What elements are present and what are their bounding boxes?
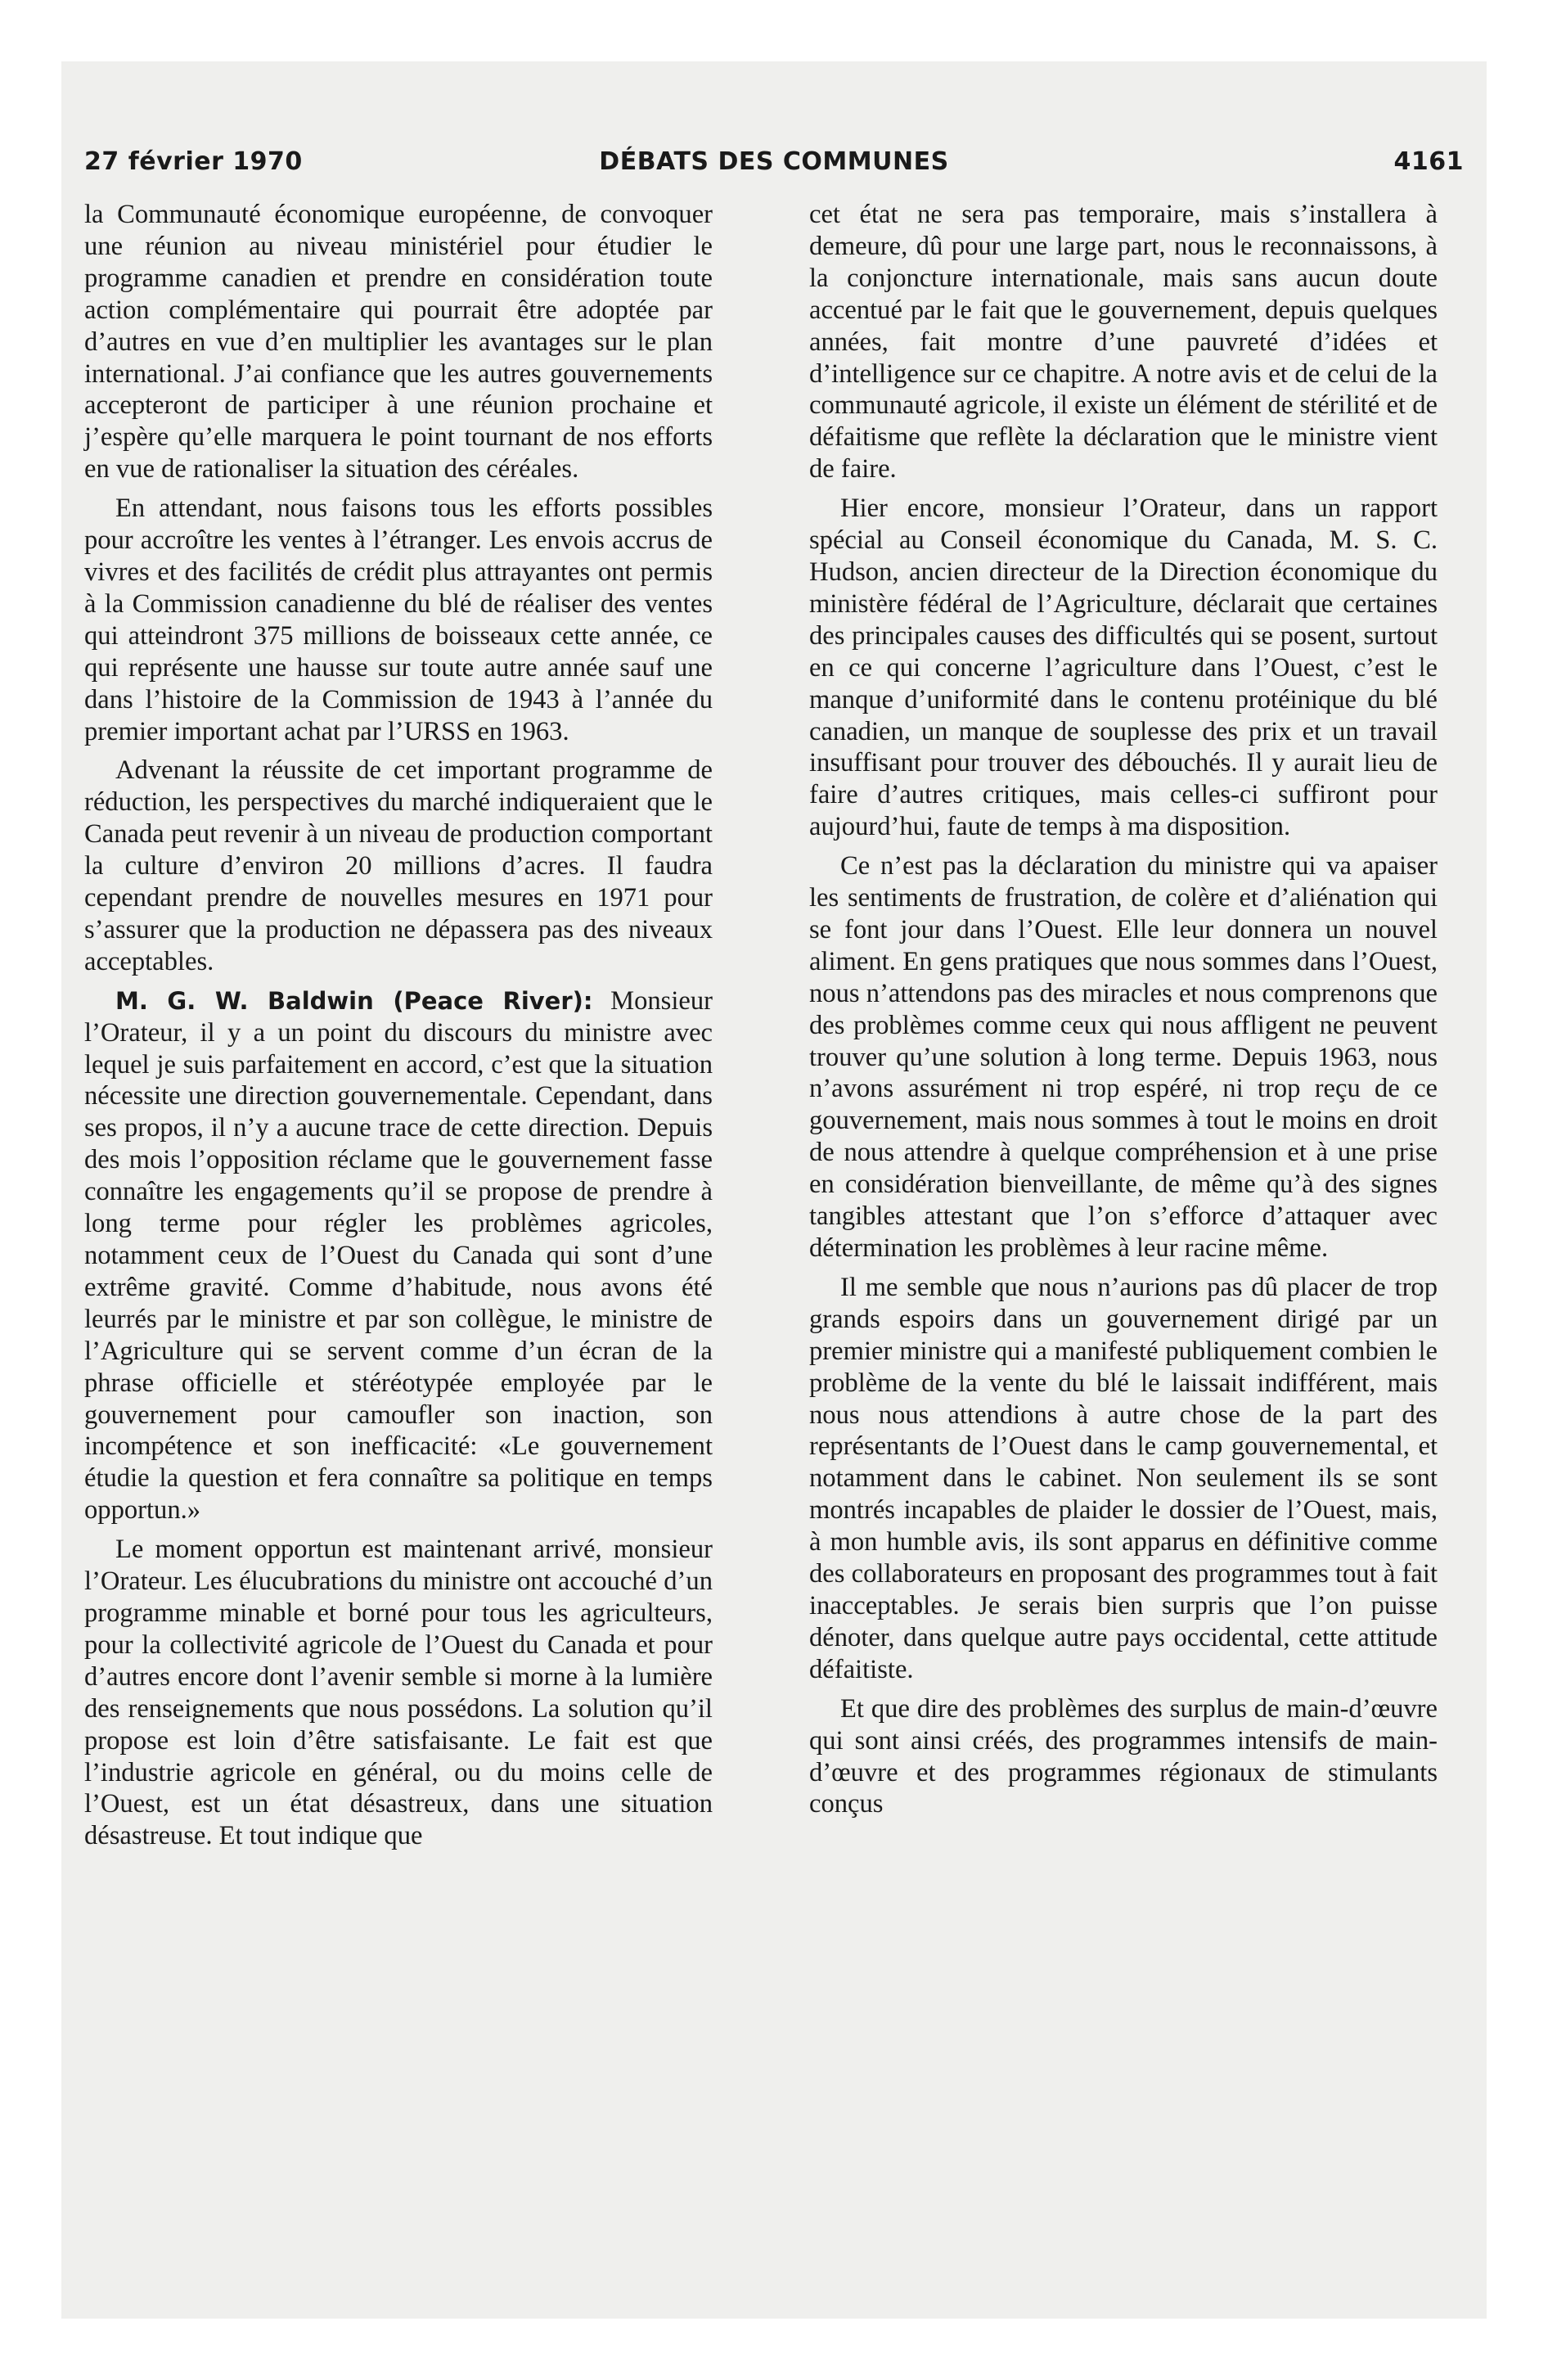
page-number: 4161 bbox=[1393, 147, 1464, 176]
paragraph: Il me semble que nous n’aurions pas dû placer de trop grands espoirs dans un gouvernement dirigé par un premier ministre qui a manifesté publiquement combien le problème de la vente du blé le laissait indifférent, mais nous nous attendions à autre chose de la part des représentants de l’Ouest dans le camp gouvernemental, et notamment dans le cabinet. Non seulement ils se sont montrés incapables de plaider le dossier de l’Ouest, mais, à mon humble avis, ils sont apparus en définitive comme des collaborateurs en proposant des programmes tout à fait inacceptables. Je serais bien surpris que l’on puisse dénoter, dans quelque autre pays occidental, cette attitude défaitiste. bbox=[809, 1272, 1438, 1684]
right-column bbox=[809, 199, 1438, 1828]
paragraph: la Communauté économique européenne, de convoquer une réunion au niveau ministériel pour étudier le programme canadien et prendre en considération toute action complémentaire qui pourrait être adoptée par d’autres en vue d’en multiplier les avantages sur le plan international. J’ai confiance que les autres gouvernements accepteront de participer à une réunion prochaine et j’espère qu’elle marquera le point tournant de nos efforts en vue de rationaliser la situation des céréales. bbox=[84, 200, 713, 485]
speaker-name: M. G. W. Baldwin (Peace River): bbox=[115, 986, 593, 1015]
speaker-paragraph bbox=[84, 985, 713, 1526]
paragraph: En attendant, nous faisons tous les efforts possibles pour accroître les ventes à l’étranger. Les envois accrus de vivres et des facilités de crédit plus attrayantes ont permis à la Commission canadienne du blé de réaliser des ventes qui atteindront 375 millions de boisseaux cette année, ce qui représente une hausse sur toute autre année sauf une dans l’histoire de la Commission de 1943 à l’année du premier important achat par l’URSS en 1963. bbox=[84, 494, 713, 746]
paragraph: Advenant la réussite de cet important programme de réduction, les perspectives du marché indiqueraient que le Canada peut revenir à un niveau de production comportant la culture d’environ 20 millions d’acres. Il faudra cependant prendre de nouvelles mesures en 1971 pour s’assurer que la production ne dépassera pas des niveaux acceptables. bbox=[84, 755, 713, 976]
document-page bbox=[61, 61, 1487, 2319]
paragraph: Ce n’est pas la déclaration du ministre qui va apaiser les sentiments de frustration, de colère et d’aliénation qui se font jour dans l’Ouest. Elle leur donnera un nouvel aliment. En gens pratiques que nous sommes dans l’Ouest, nous n’attendons pas des miracles et nous comprenons que des problèmes comme ceux qui nous affligent ne peuvent trouver qu’une solution à long terme. Depuis 1963, nous n’avons assurément ni trop espéré, ni trop reçu de ce gouvernement, mais nous sommes à tout le moins en droit de nous attendre à quelque compréhension et à une prise en considération bienveillante, de même qu’à des signes tangibles attestant que l’on s’efforce d’attaquer avec détermination les problèmes à leur racine même. bbox=[809, 851, 1438, 1263]
speech-text: Monsieur l’Orateur, il y a un point du discours du ministre avec lequel je suis parfaitement en accord, c’est que la situation nécessite une direction gouvernementale. Cependant, dans ses propos, il n’y a aucune trace de cette direction. Depuis des mois l’opposition réclame que le gouvernement fasse connaître les engagements qu’il se propose de prendre à long terme pour régler les problèmes agricoles, notamment ceux de l’Ouest du Canada qui sont d’une extrême gravité. Comme d’habitude, nous avons été leurrés par le ministre et par son collègue, le ministre de l’Agriculture qui se servent comme d’un écran de la phrase officielle et stéréotypée employée par le gouvernement pour camoufler son inaction, son incompétence et son inefficacité: «Le gouvernement étudie la question et fera connaître sa politique en temps opportun.» bbox=[84, 985, 713, 1526]
header-date: 27 février 1970 bbox=[84, 147, 303, 176]
paragraph: cet état ne sera pas temporaire, mais s’installera à demeure, dû pour une large part, nous le reconnaissons, à la conjoncture internationale, mais sans aucun doute accentué par le fait que le gouvernement, depuis quelques années, fait montre d’une pauvreté d’idées et d’intelligence sur ce chapitre. A notre avis et de celui de la communauté agricole, il existe un élément de stérilité et de défaitisme que reflète la déclaration que le ministre vient de faire. bbox=[809, 200, 1438, 485]
page-header bbox=[84, 147, 1464, 188]
paragraph: Et que dire des problèmes des surplus de main-d’œuvre qui sont ainsi créés, des programmes intensifs de main-d’œuvre et des programmes régionaux de stimulants conçus bbox=[809, 1693, 1438, 1819]
paragraph: Hier encore, monsieur l’Orateur, dans un rapport spécial au Conseil économique du Canada, M. S. C. Hudson, ancien directeur de la Direction économique du ministère fédéral de l’Agriculture, déclarait que certaines des principales causes des difficultés qui se posent, surtout en ce qui concerne l’agriculture dans l’Ouest, c’est le manque d’uniformité dans le contenu protéinique du blé canadien, un manque de souplesse des prix et un travail insuffisant pour trouver des débouchés. Il y aurait lieu de faire d’autres critiques, mais celles-ci suffiront pour aujourd’hui, faute de temps à ma disposition. bbox=[809, 494, 1438, 842]
paragraph: Le moment opportun est maintenant arrivé, monsieur l’Orateur. Les élucubrations du ministre ont accouché d’un programme minable et borné pour tous les agriculteurs, pour la collectivité agricole de l’Ouest du Canada et pour d’autres encore dont l’avenir semble si morne à la lumière des renseignements que nous possédons. La solution qu’il propose est loin d’être satisfaisante. Le fait est que l’industrie agricole en général, ou du moins celle de l’Ouest, est un état désastreux, dans une situation désastreuse. Et tout indique que bbox=[84, 1535, 713, 1851]
header-title: DÉBATS DES COMMUNES bbox=[599, 147, 949, 176]
left-column bbox=[84, 199, 713, 1859]
